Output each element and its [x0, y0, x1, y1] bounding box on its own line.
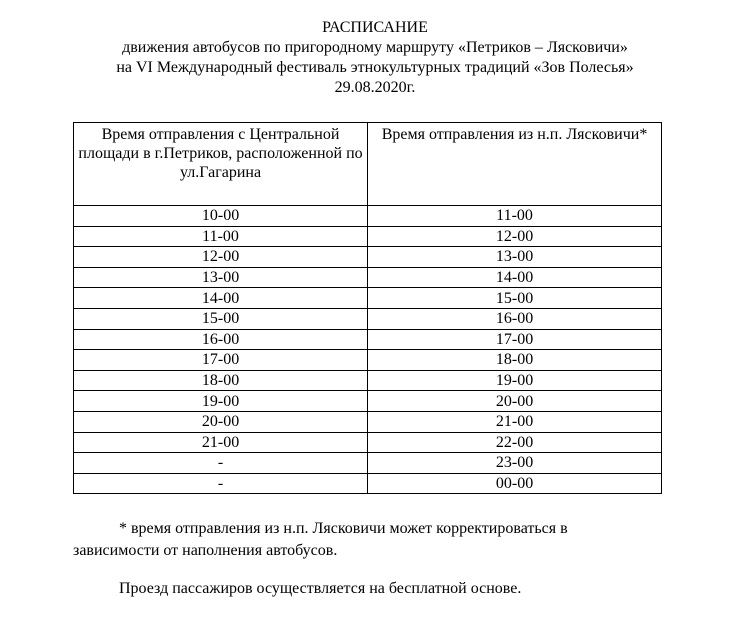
- departure-lyaskovichi: 22-00: [368, 432, 662, 453]
- table-row: [74, 308, 662, 329]
- footnote-line-1: * время отправления из н.п. Лясковичи может корректироваться в: [119, 520, 568, 537]
- departure-lyaskovichi: 21-00: [368, 411, 662, 432]
- departure-lyaskovichi: 23-00: [368, 453, 662, 474]
- departure-petrikov: 20-00: [74, 411, 368, 432]
- departure-lyaskovichi: 16-00: [368, 308, 662, 329]
- table-row: [74, 267, 662, 288]
- footnote: [73, 518, 662, 562]
- table-row: [74, 473, 662, 494]
- departure-petrikov: 16-00: [74, 329, 368, 350]
- table-row: [74, 453, 662, 474]
- departure-petrikov: 11-00: [74, 226, 368, 247]
- departure-petrikov: 17-00: [74, 350, 368, 371]
- departure-lyaskovichi: 20-00: [368, 391, 662, 412]
- table-row: [74, 206, 662, 227]
- table-header-row: [74, 123, 662, 206]
- departure-lyaskovichi: 14-00: [368, 267, 662, 288]
- table-row: [74, 226, 662, 247]
- departure-petrikov: 19-00: [74, 391, 368, 412]
- document-header: [0, 18, 750, 98]
- departure-lyaskovichi: 19-00: [368, 370, 662, 391]
- table-row: [74, 329, 662, 350]
- departure-lyaskovichi: 12-00: [368, 226, 662, 247]
- departure-petrikov: 21-00: [74, 432, 368, 453]
- departure-petrikov: -: [74, 453, 368, 474]
- departure-petrikov: 13-00: [74, 267, 368, 288]
- table-row: [74, 350, 662, 371]
- departure-lyaskovichi: 13-00: [368, 247, 662, 268]
- footnote-line-2: зависимости от наполнения автобусов.: [73, 542, 338, 559]
- column-header-petrikov: Время отправления с Центральной площади в г.Петриков, расположенной по ул.Гагарина: [74, 123, 368, 206]
- schedule-date: 29.08.2020г.: [334, 79, 416, 96]
- departure-petrikov: 15-00: [74, 308, 368, 329]
- departure-lyaskovichi: 18-00: [368, 350, 662, 371]
- column-header-lyaskovichi: Время отправления из н.п. Лясковичи*: [368, 123, 662, 206]
- route-description: движения автобусов по пригородному маршруту «Петриков – Лясковичи»: [122, 39, 628, 56]
- table-row: [74, 432, 662, 453]
- departure-lyaskovichi: 15-00: [368, 288, 662, 309]
- document-title: РАСПИСАНИЕ: [322, 19, 428, 36]
- schedule-table: [73, 122, 662, 494]
- table-row: [74, 391, 662, 412]
- table-row: [74, 370, 662, 391]
- departure-petrikov: -: [74, 473, 368, 494]
- departure-lyaskovichi: 17-00: [368, 329, 662, 350]
- departure-petrikov: 10-00: [74, 206, 368, 227]
- departure-lyaskovichi: 11-00: [368, 206, 662, 227]
- free-travel-note: Проезд пассажиров осуществляется на бесплатной основе.: [119, 580, 522, 597]
- departure-petrikov: 18-00: [74, 370, 368, 391]
- festival-description: на VI Международный фестиваль этнокультурных традиций «Зов Полесья»: [116, 59, 634, 76]
- table-row: [74, 411, 662, 432]
- table-row: [74, 288, 662, 309]
- departure-petrikov: 12-00: [74, 247, 368, 268]
- table-row: [74, 247, 662, 268]
- departure-lyaskovichi: 00-00: [368, 473, 662, 494]
- departure-petrikov: 14-00: [74, 288, 368, 309]
